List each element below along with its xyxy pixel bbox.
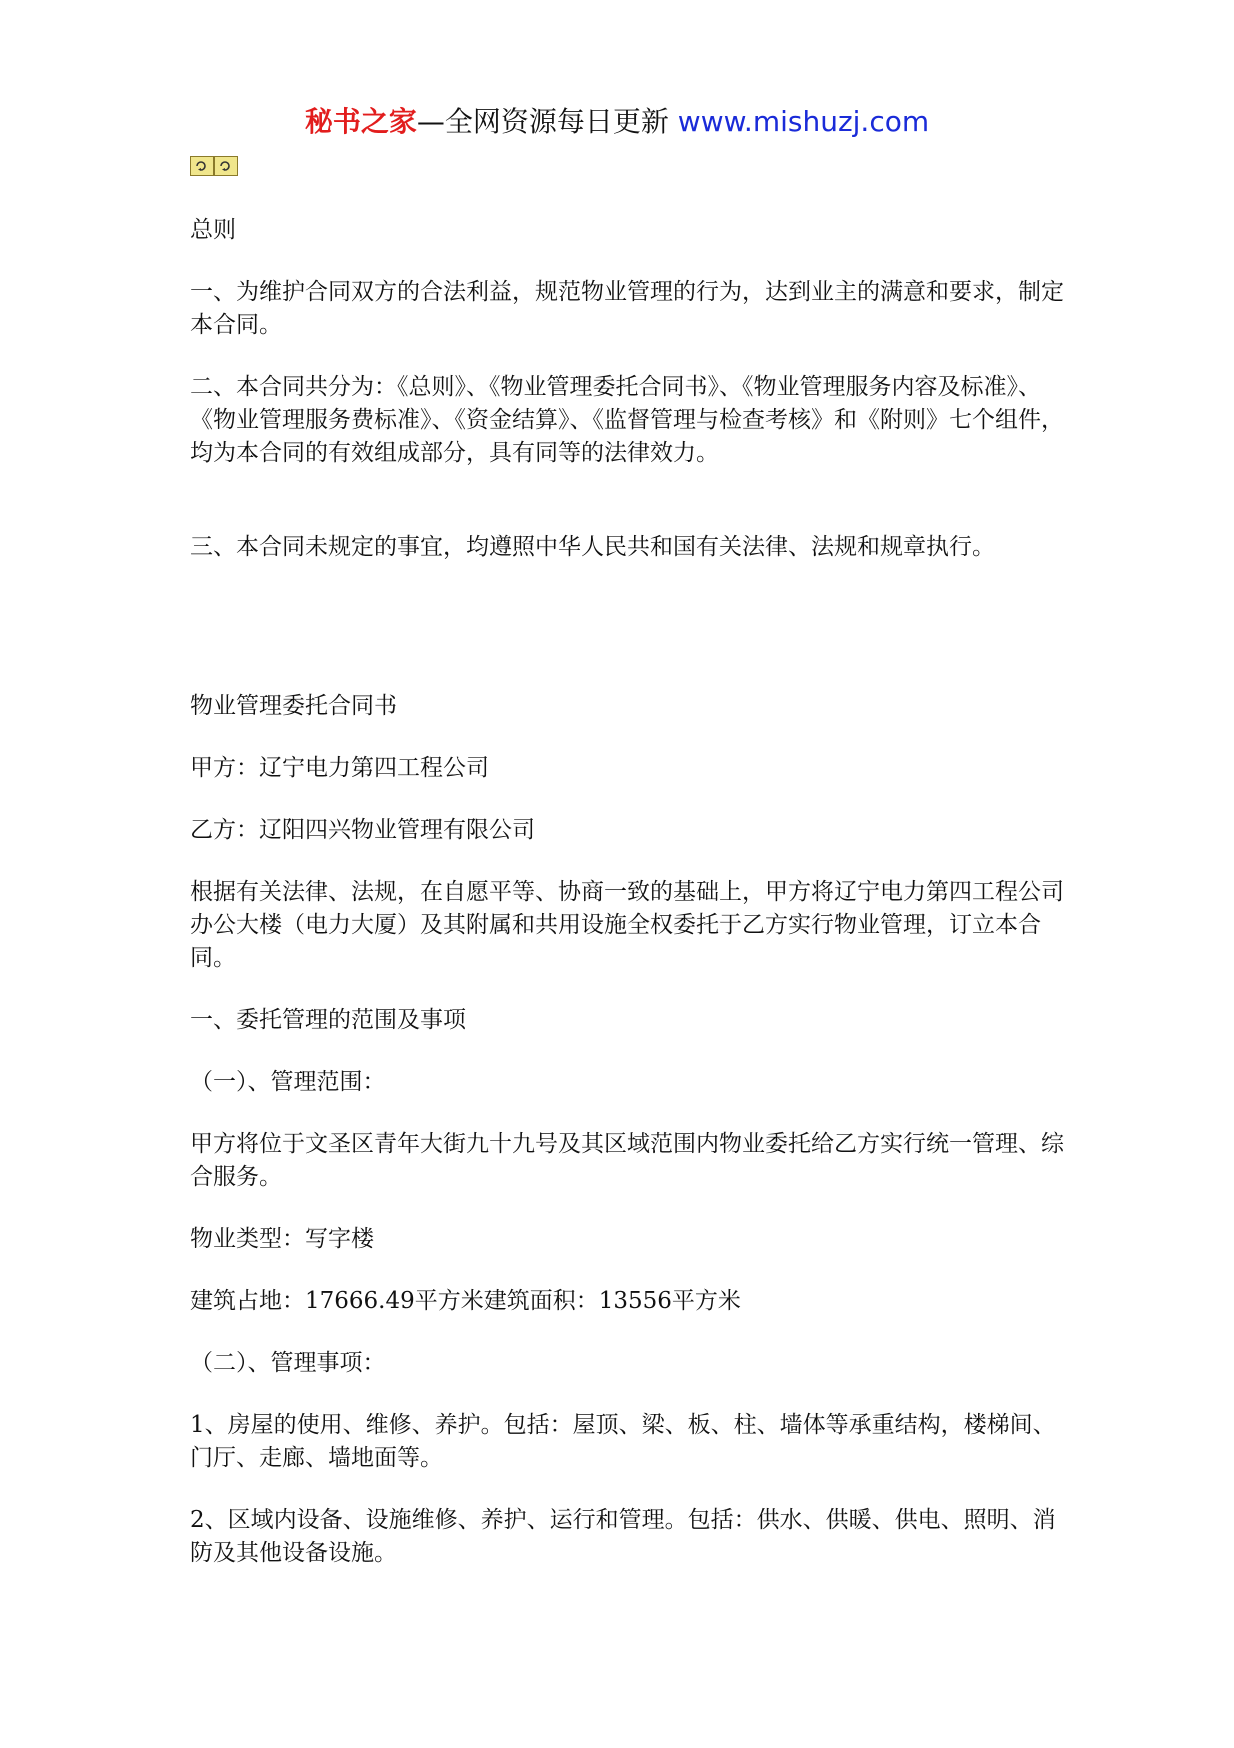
party-a: 甲方：辽宁电力第四工程公司 bbox=[190, 755, 489, 781]
paragraph: 甲方将位于文圣区青年大街九十九号及其区域范围内物业委托给乙方实行统一管理、综合服务。 bbox=[190, 1131, 1064, 1190]
sub-heading: （一）、管理范围： bbox=[190, 1069, 386, 1095]
clause-heading: 一、委托管理的范围及事项 bbox=[190, 1007, 466, 1033]
document-body bbox=[190, 214, 1070, 1599]
document-link-icon[interactable] bbox=[190, 156, 214, 176]
website-link[interactable]: www.mishuzj.com bbox=[668, 105, 930, 138]
paragraph: 一、为维护合同双方的合法利益，规范物业管理的行为，达到业主的满意和要求，制定本合同。 bbox=[190, 279, 1064, 338]
paragraph: 根据有关法律、法规，在自愿平等、协商一致的基础上，甲方将辽宁电力第四工程公司办公大楼（电力大厦）及其附属和共用设施全权委托于乙方实行物业管理，订立本合同。 bbox=[190, 879, 1064, 971]
brand-name: 秘书之家 bbox=[304, 105, 417, 138]
list-item: 1、房屋的使用、维修、养护。包括：屋顶、梁、板、柱、墙体等承重结构，楼梯间、门厅、走廊、墙地面等。 bbox=[190, 1412, 1056, 1471]
building-area: 建筑占地：17666.49平方米建筑面积：13556平方米 bbox=[190, 1288, 741, 1314]
document-link-icon[interactable] bbox=[214, 156, 238, 176]
sub-heading: （二）、管理事项： bbox=[190, 1350, 386, 1376]
header-slogan: —全网资源每日更新 bbox=[416, 105, 669, 138]
document-icons bbox=[190, 156, 238, 176]
party-b: 乙方：辽阳四兴物业管理有限公司 bbox=[190, 817, 535, 843]
paragraph: 三、本合同未规定的事宜，均遵照中华人民共和国有关法律、法规和规章执行。 bbox=[190, 534, 995, 560]
section-heading-general: 总则 bbox=[190, 217, 236, 243]
section-heading-contract: 物业管理委托合同书 bbox=[190, 693, 397, 719]
property-type: 物业类型：写字楼 bbox=[190, 1226, 374, 1252]
page-header bbox=[0, 104, 1234, 140]
paragraph: 二、本合同共分为：《总则》、《物业管理委托合同书》、《物业管理服务内容及标准》、《物业管理服务费标准》、《资金结算》、《监督管理与检查考核》和《附则》七个组件，均为本合同的有效组成部分，具有同等的法律效力。 bbox=[190, 374, 1064, 466]
list-item: 2、区域内设备、设施维修、养护、运行和管理。包括：供水、供暖、供电、照明、消防及其他设备设施。 bbox=[190, 1507, 1056, 1566]
